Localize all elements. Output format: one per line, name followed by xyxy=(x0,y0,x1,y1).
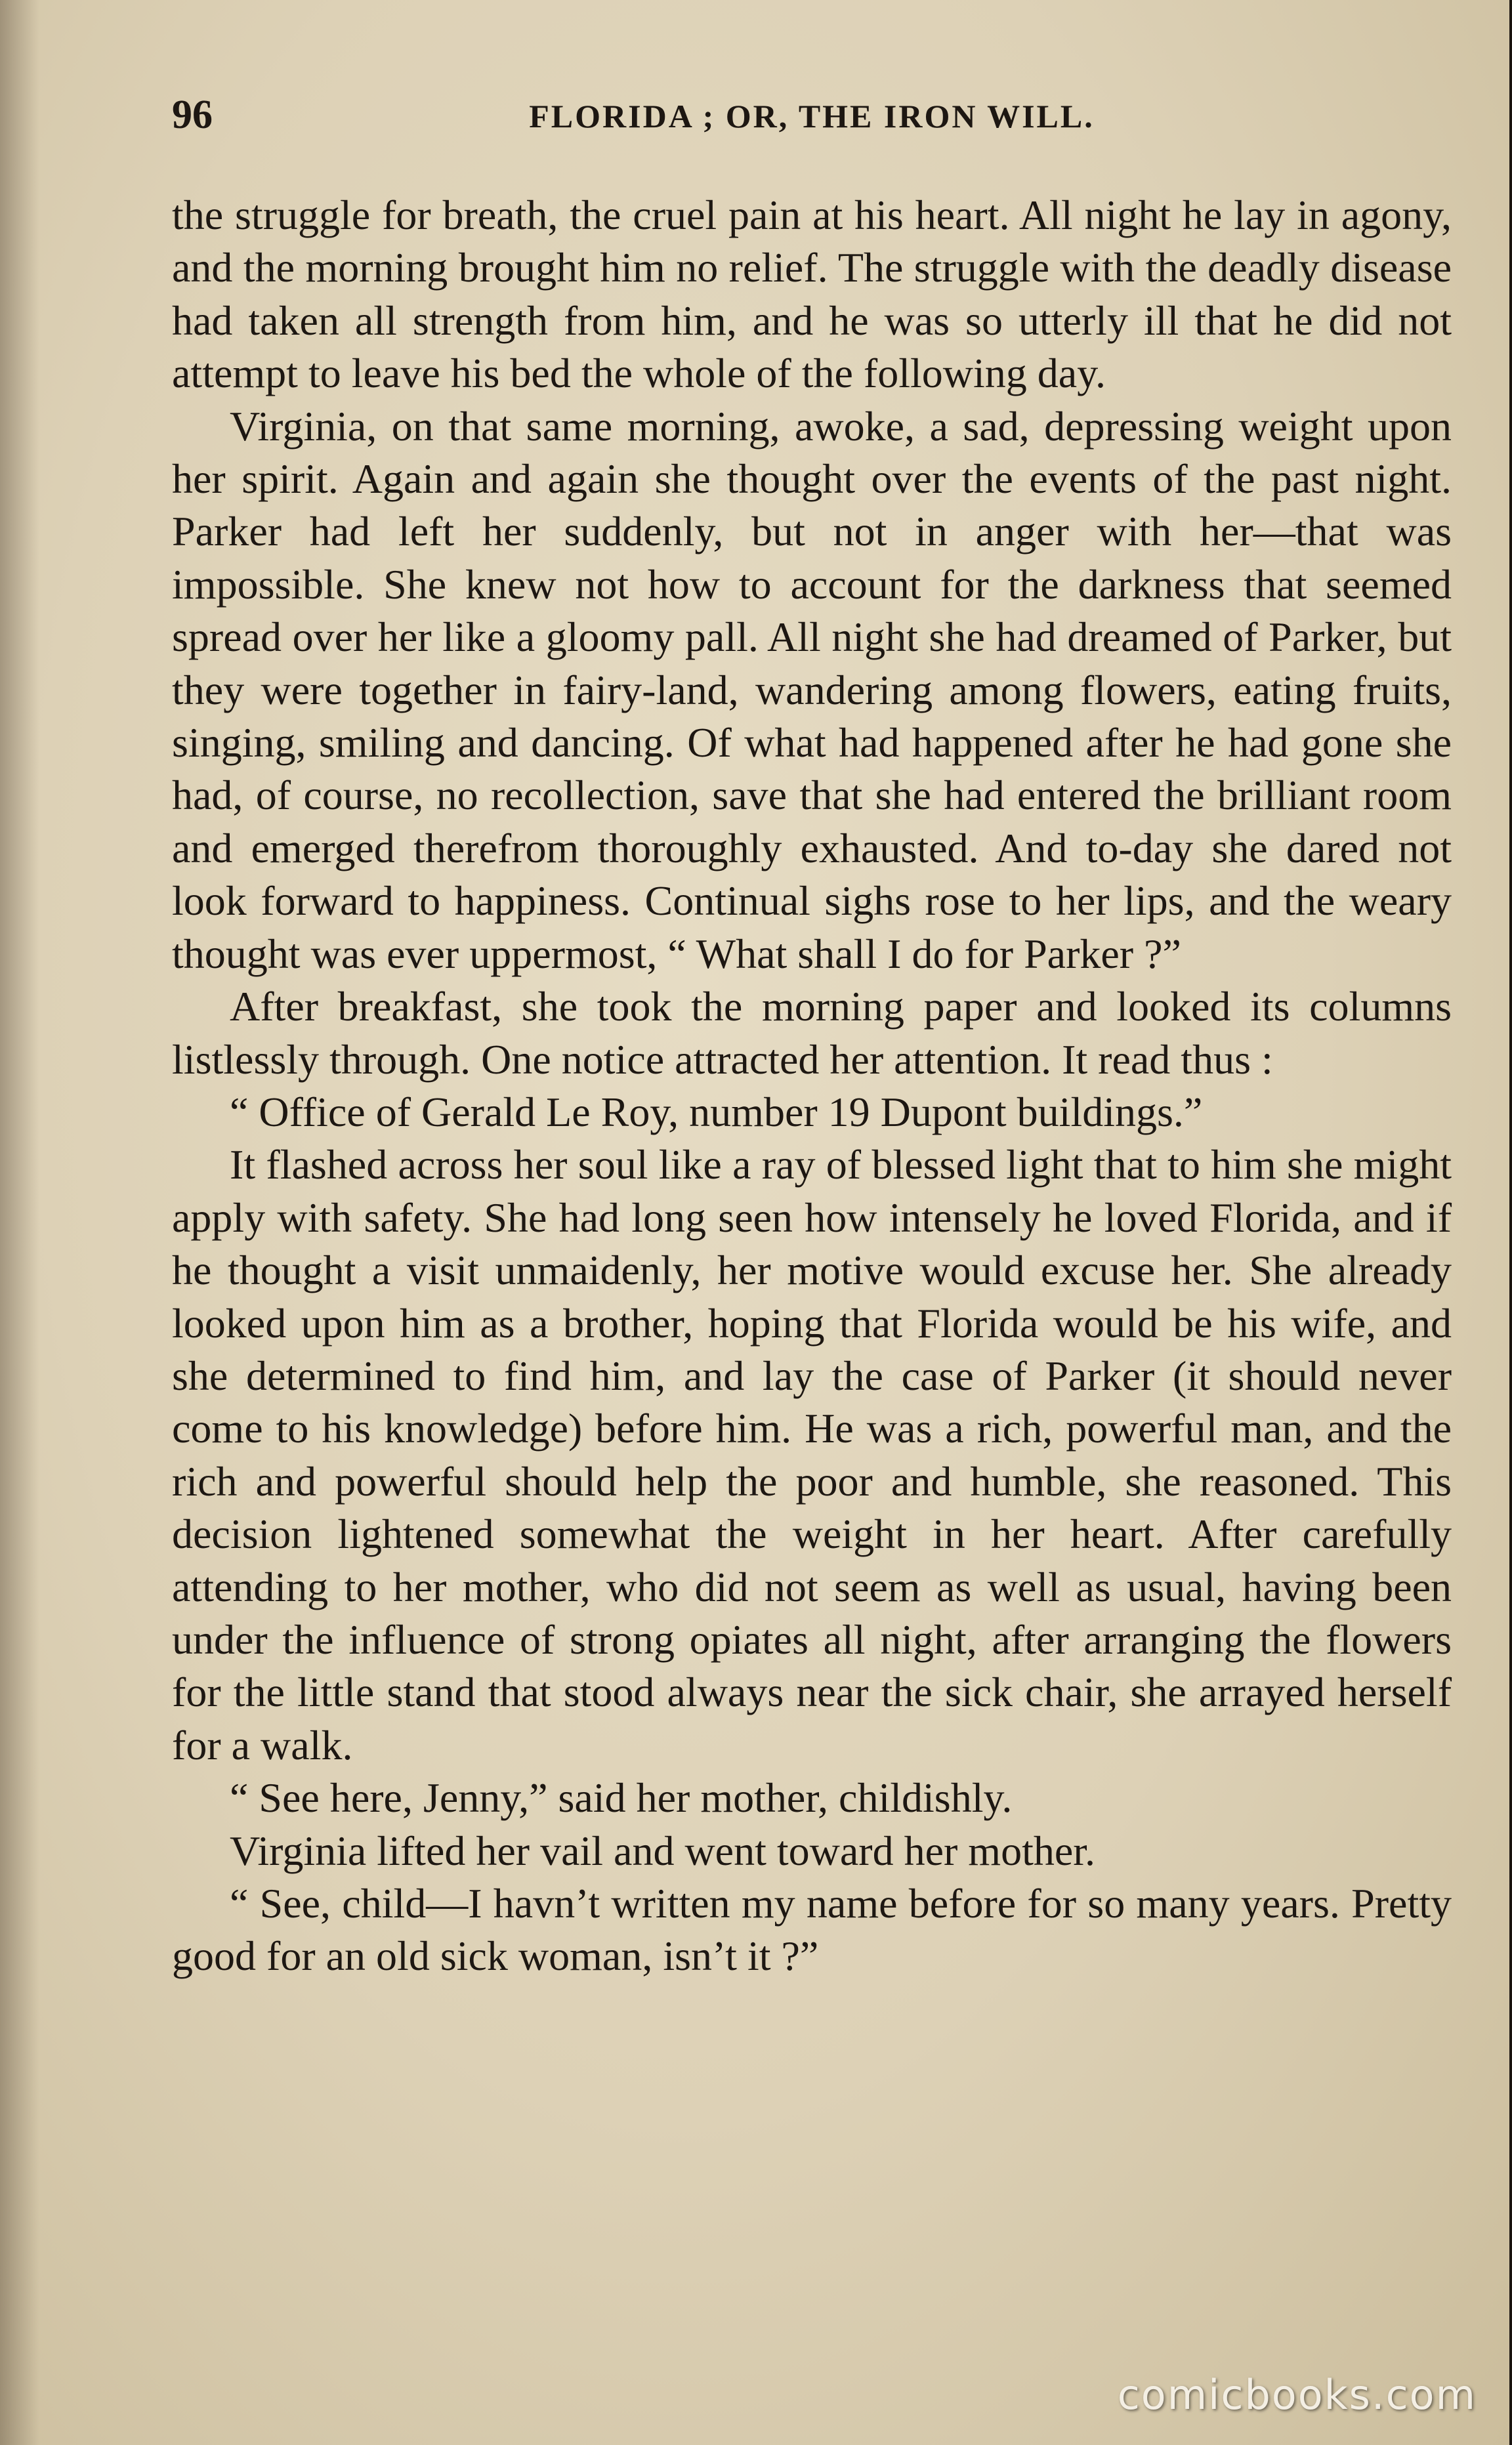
site-watermark: comicbooks.com xyxy=(1117,2371,1477,2419)
page-number: 96 xyxy=(172,93,213,137)
page-header xyxy=(172,92,1452,144)
paragraph: “ See here, Jenny,” said her mother, childishly. xyxy=(230,1774,1013,1822)
paragraph: Virginia, on that same morning, awoke, a sad, depressing weight upon her spirit. Again and again she thought over the events of the past night. Parker had left her suddenly, but not in anger with her—that was impossible. She knew not how to account for the darkness that seemed spread over her like a gloomy pall. All night she had dreamed of Parker, but they were together in fairy-land, wandering among flowers, eating fruits, singing, smiling and dancing. Of what had happened after he had gone she had, of course, no recollection, save that she had entered the brilliant room and emerged therefrom thoroughly exhausted. And to-day she dared not look forward to happiness. Continual sighs rose to her lips, and the weary thought was ever uppermost, “ What shall I do for Parker ?” xyxy=(172,402,1452,977)
body-text xyxy=(172,189,1452,1983)
paragraph: It flashed across her soul like a ray of blessed light that to him she might apply with safety. She had long seen how intensely he loved Florida, and if he thought a visit unmaidenly, her motive would excuse her. She already looked upon him as a brother, hoping that Florida would be his wife, and she determined to find him, and lay the case of Parker (it should never come to his knowledge) before him. He was a rich, powerful man, and the rich and powerful should help the poor and humble, she reasoned. This decision lightened somewhat the weight in her heart. After carefully attending to her mother, who did not seem as well as usual, having been under the influence of strong opiates all night, after arranging the flowers for the little stand that stood always near the sick chair, she arrayed herself for a walk. xyxy=(172,1141,1452,1768)
paragraph-continuation: the struggle for breath, the cruel pain at his heart. All night he lay in agony, and the morning brought him no relief. The struggle with the deadly disease had taken all strength from him, and he was so utterly ill that he did not attempt to leave his bed the whole of the following day. xyxy=(172,192,1452,397)
running-head: FLORIDA ; OR, THE IRON WILL. xyxy=(529,98,1095,135)
paragraph: Virginia lifted her vail and went toward her mother. xyxy=(230,1827,1096,1874)
page-gutter-shadow xyxy=(0,0,39,2445)
paragraph: “ See, child—I havn’t written my name before for so many years. Pretty good for an old sick woman, isn’t it ?” xyxy=(172,1880,1452,1980)
paragraph: After breakfast, she took the morning paper and looked its columns listlessly through. One notice attracted her attention. It read thus : xyxy=(172,983,1452,1083)
newspaper-notice: “ Office of Gerald Le Roy, number 19 Dupont buildings.” xyxy=(230,1088,1203,1135)
